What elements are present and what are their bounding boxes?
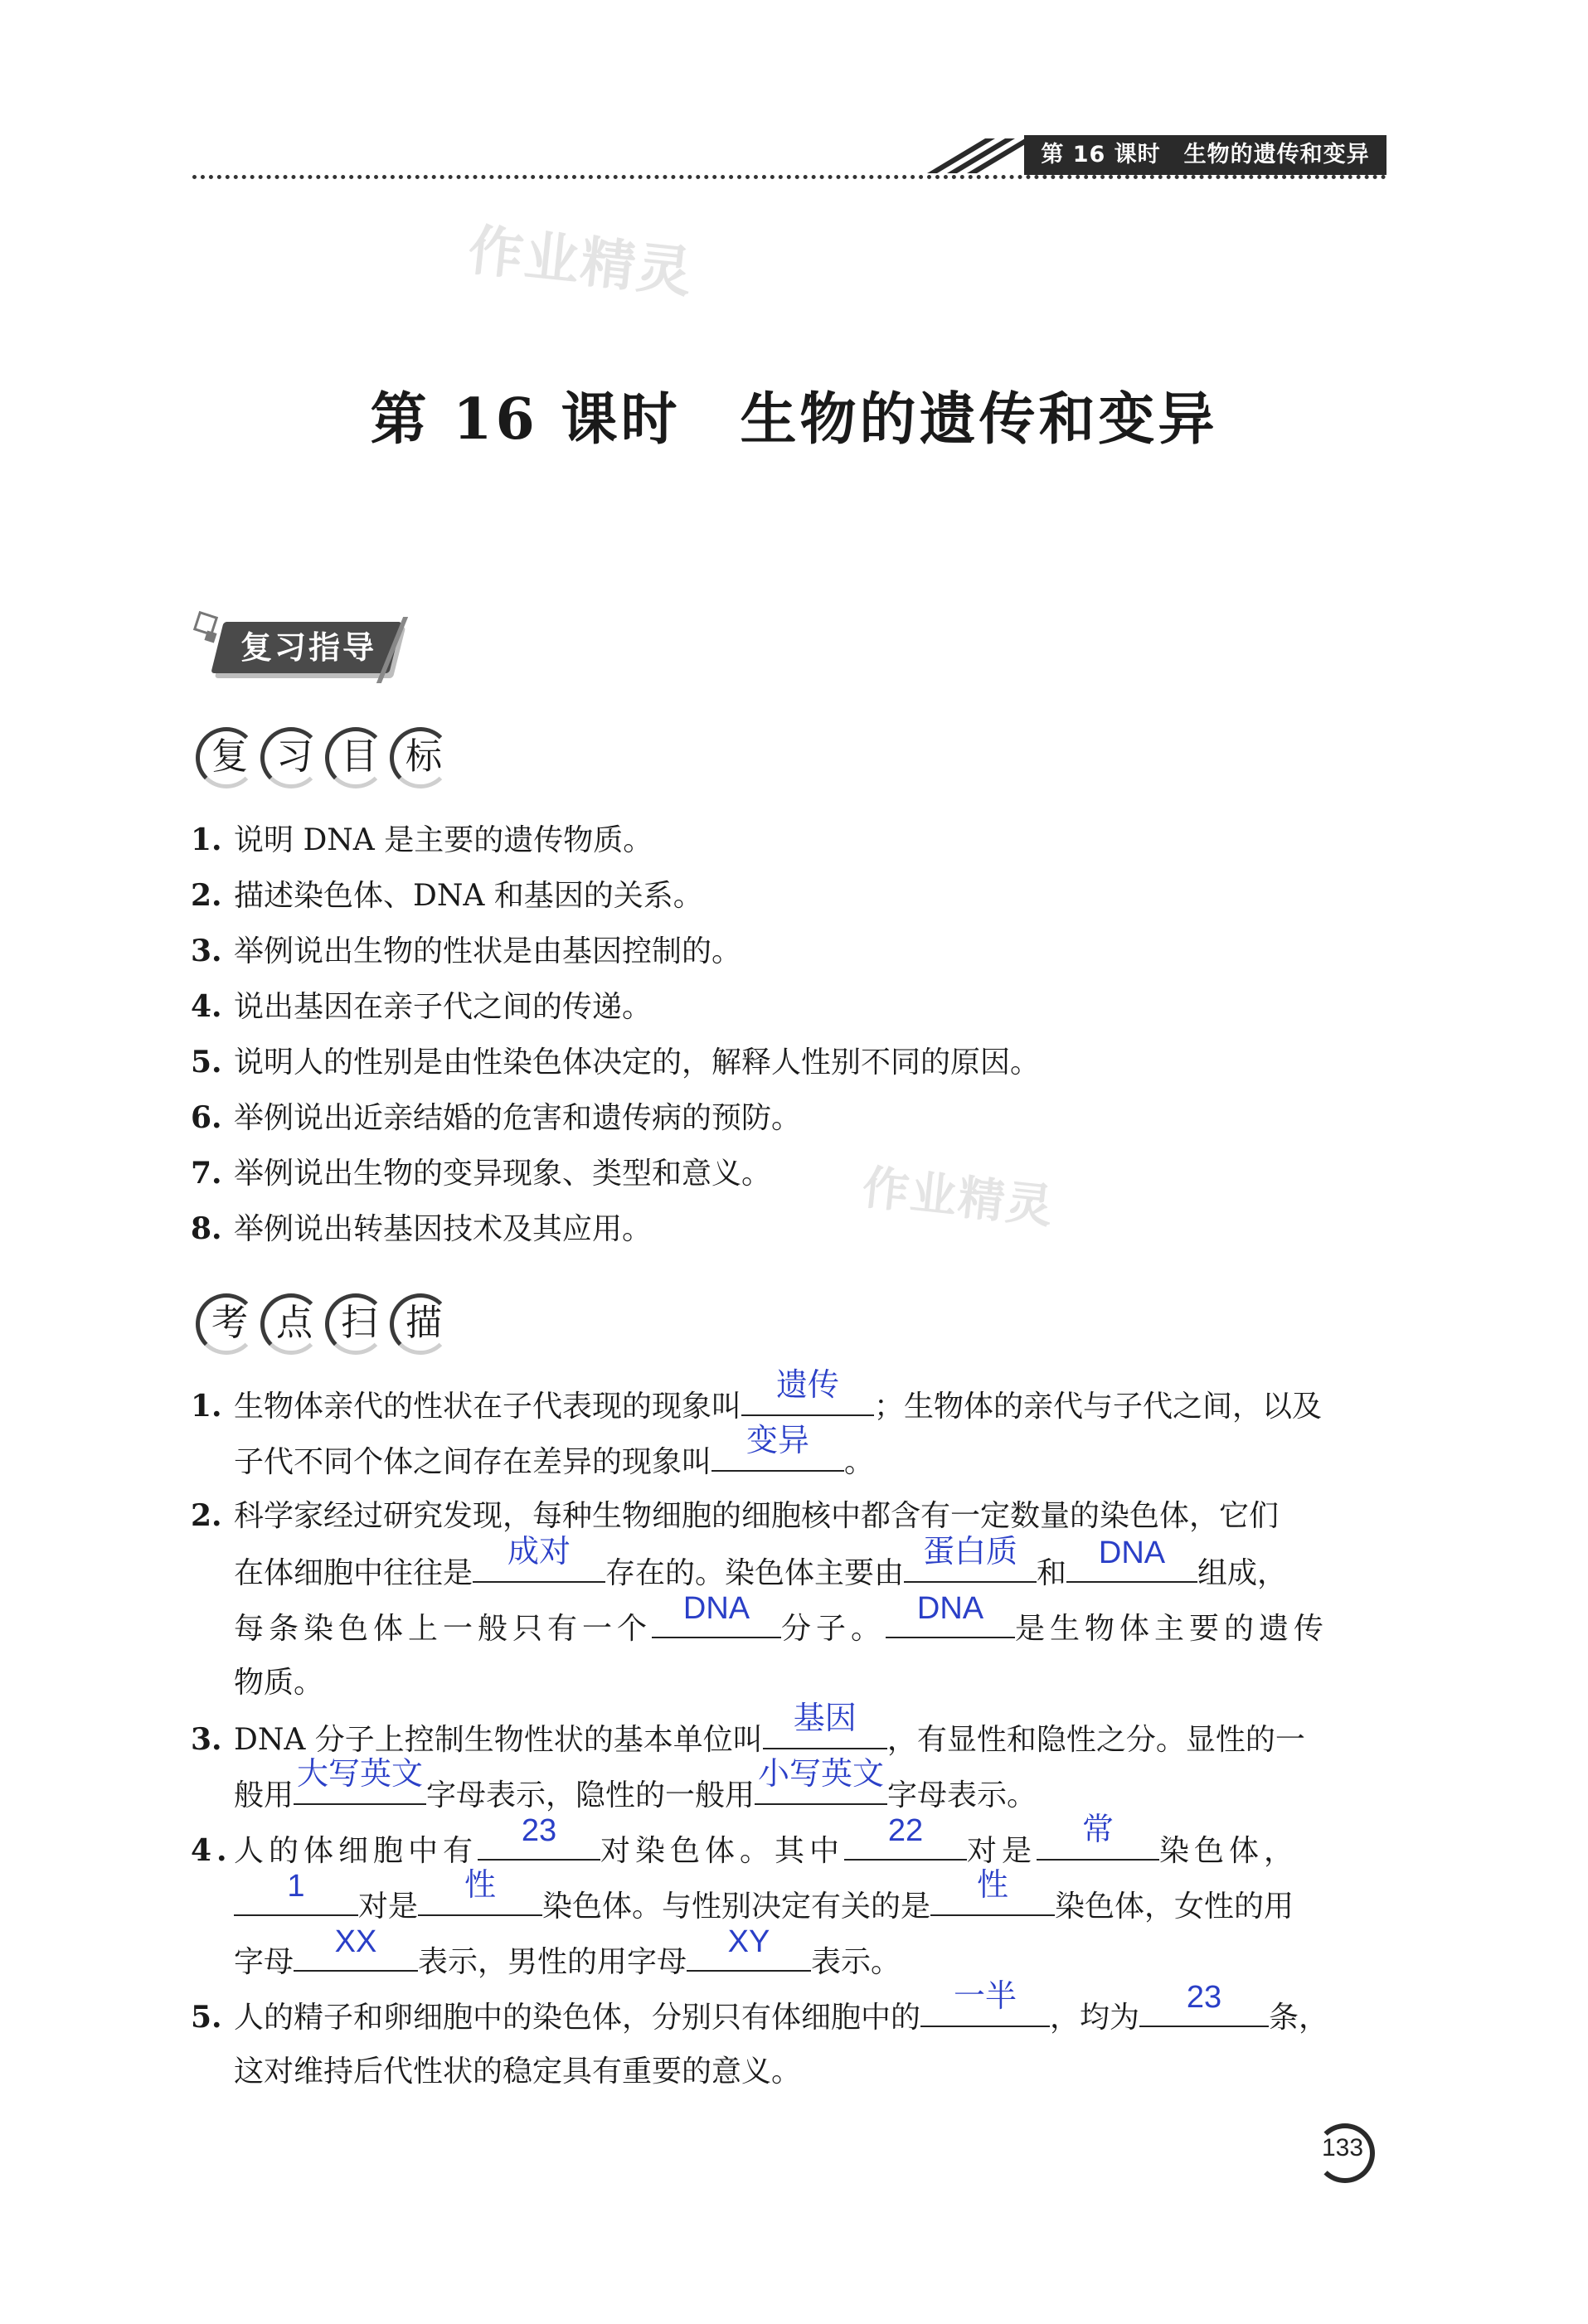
answer-blank: XX — [294, 1937, 418, 1972]
heading-char: 点 — [260, 1293, 320, 1353]
question-4-line-3: 字母 XX 表示，男性的用字母 XY 表示。 — [234, 1924, 901, 1979]
page-number: 133 — [1315, 2123, 1373, 2181]
heading-char: 目 — [325, 727, 385, 787]
answer-blank: 成对 — [473, 1548, 605, 1583]
question-2-line-2: 在体细胞中往往是 成对 存在的。染色体主要由 蛋白质 和 DNA 组成， — [234, 1535, 1288, 1590]
goal-item: 3. 举例说出生物的性状是由基因控制的。 — [191, 934, 742, 968]
header-dotted-rule — [192, 175, 1386, 179]
page-title: 第 16 课时 生物的遗传和变异 — [370, 386, 1218, 453]
answer-blank: 一半 — [920, 1992, 1050, 2027]
goal-item: 1. 说明 DNA 是主要的遗传物质。 — [191, 822, 653, 857]
answer-blank: DNA — [886, 1604, 1015, 1638]
answer-blank: 小写英文 — [755, 1770, 887, 1805]
badge-label: 复习指导 — [240, 629, 377, 666]
answer-blank: 基因 — [763, 1715, 887, 1749]
heading-char: 标 — [390, 727, 449, 787]
question-4-line-2: 1 对是 性 染色体。与性别决定有关的是 性 染色体，女性的用 — [234, 1881, 1294, 1925]
answer-blank: 变异 — [711, 1437, 844, 1472]
goal-item: 4. 说出基因在亲子代之间的传递。 — [191, 989, 653, 1024]
answer-blank: 蛋白质 — [904, 1548, 1037, 1583]
goals-heading — [196, 727, 449, 787]
heading-char: 考 — [196, 1293, 255, 1353]
header-stripe-decoration — [927, 138, 1027, 173]
goal-item: 6. 举例说出近亲结婚的危害和遗传病的预防。 — [191, 1100, 802, 1135]
goal-item: 8. 举例说出转基因技术及其应用。 — [191, 1211, 653, 1246]
heading-char: 扫 — [325, 1293, 385, 1353]
watermark-middle: 作业精灵 — [859, 1161, 1057, 1235]
question-5-line-1: 5. 人的精子和卵细胞中的染色体，分别只有体细胞中的 一半 ，均为 23 条， — [191, 1979, 1329, 2035]
question-3-line-2: 般用 大写英文 字母表示，隐性的一般用 小写英文 字母表示。 — [234, 1757, 1037, 1812]
question-2-line-1: 2. 科学家经过研究发现，每种生物细胞的细胞核中都含有一定数量的染色体，它们 — [191, 1498, 1280, 1533]
answer-blank: 大写英文 — [294, 1770, 426, 1805]
watermark-top: 作业精灵 — [465, 217, 697, 305]
answer-blank: XY — [687, 1937, 811, 1972]
heading-char: 习 — [260, 727, 320, 787]
answer-blank: 23 — [1139, 1992, 1269, 2027]
goal-item: 7. 举例说出生物的变异现象、类型和意义。 — [191, 1156, 772, 1191]
question-3-line-1: 3. DNA 分子上控制生物性状的基本单位叫 基因 ，有显性和隐性之分。显性的一 — [191, 1701, 1305, 1757]
question-5-line-2: 这对维持后代性状的稳定具有重要的意义。 — [234, 2055, 802, 2089]
badge-dot-icon — [204, 630, 216, 643]
answer-blank: 性 — [418, 1881, 542, 1916]
question-2-line-4: 物质。 — [234, 1666, 324, 1700]
goal-item: 5. 说明人的性别是由性染色体决定的，解释人性别不同的原因。 — [191, 1045, 1041, 1080]
heading-char: 描 — [390, 1293, 449, 1353]
answer-blank: 1 — [234, 1881, 358, 1916]
question-1-line-2: 子代不同个体之间存在差异的现象叫 变异 。 — [234, 1424, 875, 1479]
scan-heading — [196, 1293, 449, 1353]
section-badge — [192, 609, 435, 687]
answer-blank: DNA — [652, 1604, 781, 1638]
header-chapter-tab: 第 16 课时 生物的遗传和变异 — [1024, 135, 1386, 175]
answer-blank: 常 — [1037, 1826, 1159, 1861]
answer-blank: DNA — [1066, 1548, 1197, 1583]
answer-blank: 22 — [844, 1826, 967, 1861]
goal-item: 2. 描述染色体、DNA 和基因的关系。 — [191, 878, 703, 913]
answer-blank: 23 — [478, 1826, 600, 1861]
answer-blank: 遗传 — [741, 1381, 874, 1416]
question-1-line-1: 1. 生物体亲代的性状在子代表现的现象叫 遗传 ；生物体的亲代与子代之间，以及 — [191, 1368, 1323, 1424]
answer-blank: 性 — [930, 1881, 1055, 1916]
question-2-line-3: 每条染色体上一般只有一个 DNA 分子。 DNA 是生物体主要的遗传 — [234, 1591, 1329, 1646]
heading-char: 复 — [196, 727, 255, 787]
question-4-line-1: 4.人的体细胞中有 23 对染色体。其中 22 对是 常 染色体， — [191, 1812, 1299, 1868]
